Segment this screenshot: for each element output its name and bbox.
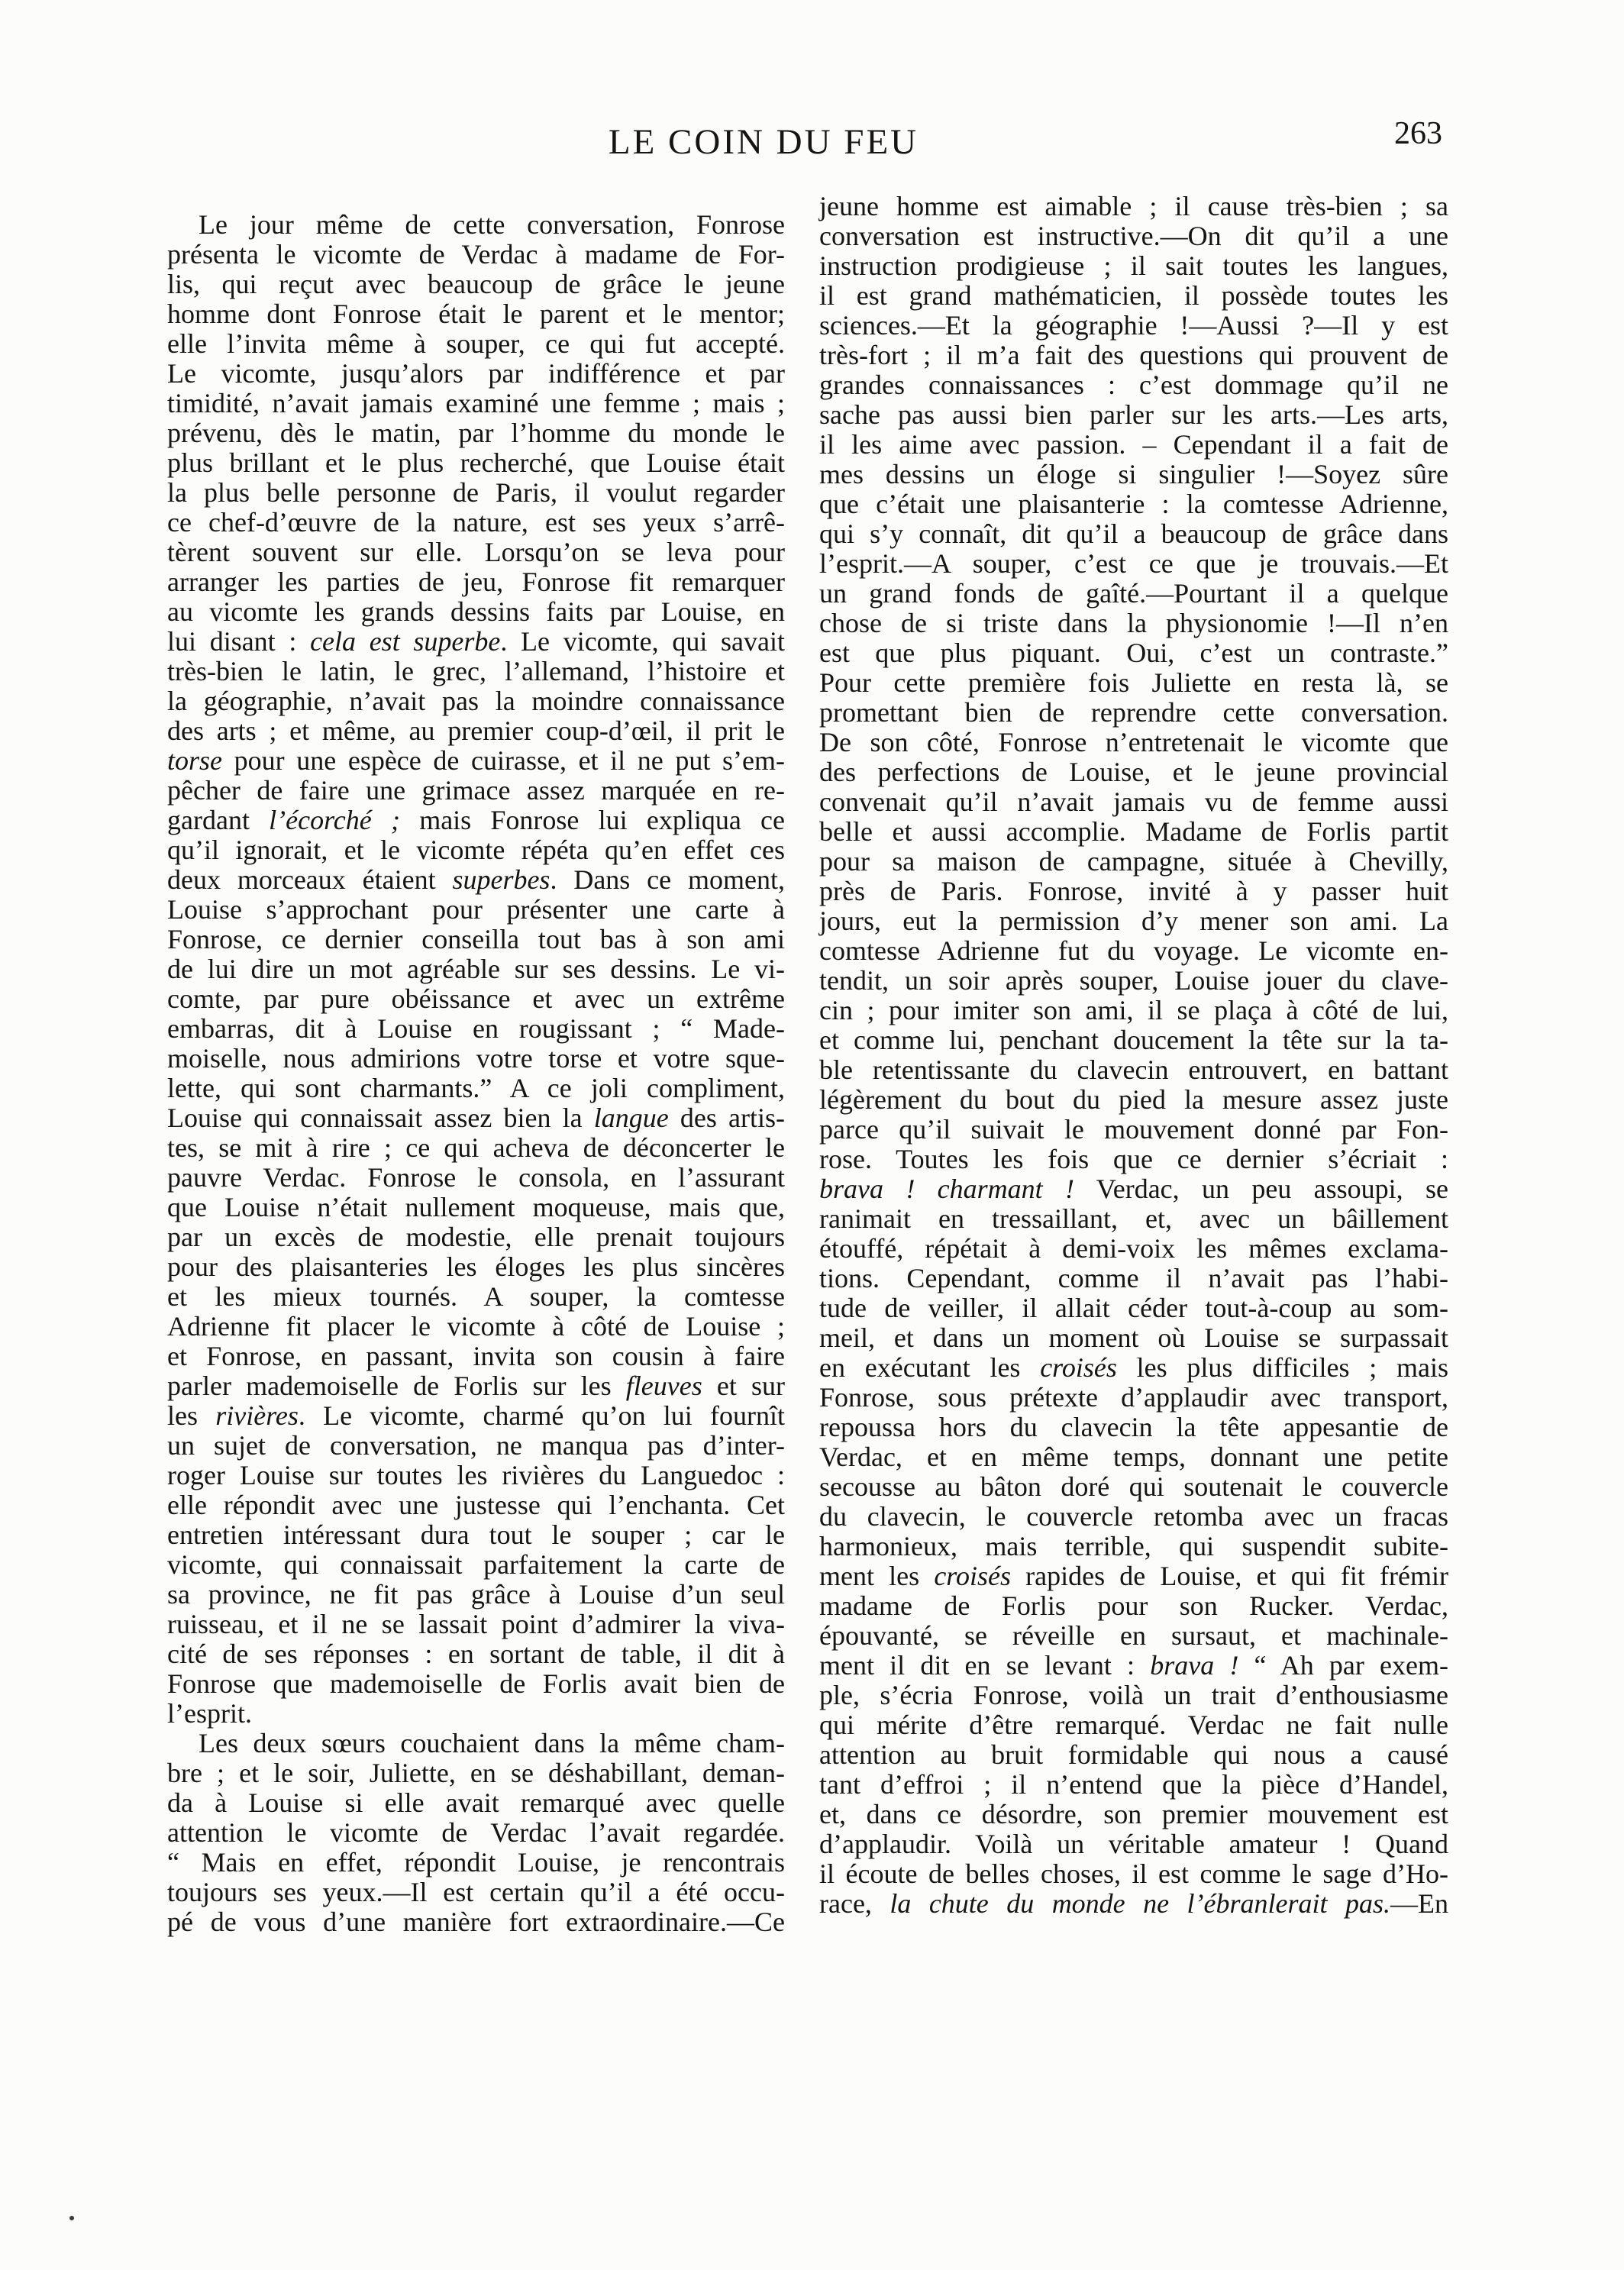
line-text: cité de ses réponses : en sortant de table, il dit à [167, 1639, 785, 1669]
line-text: Verdac, un peu assoupi, se [1074, 1174, 1449, 1204]
text-line [167, 984, 785, 1014]
line-text: jours, eut la permission d’y mener son ami. La [819, 906, 1448, 936]
line-text: Fonrose, ce dernier conseilla tout bas à son ami [167, 924, 785, 954]
italic-text: brava ! charmant ! [819, 1174, 1075, 1204]
text-line [819, 281, 1448, 311]
line-text: Louise s’approchant pour présenter une carte à [167, 894, 785, 925]
line-text: pour des plaisanteries les éloges les plus sincères [167, 1251, 785, 1282]
line-text: arranger les parties de jeu, Fonrose fit remarquer [167, 567, 785, 597]
text-line [819, 1085, 1448, 1115]
line-text: attention au bruit formidable qui nous a causé [819, 1739, 1448, 1770]
text-line [819, 1651, 1448, 1681]
line-text: un sujet de conversation, ne manqua pas d’inter- [167, 1430, 785, 1461]
line-text: d’applaudir. Voilà un véritable amateur ! Quand [819, 1829, 1448, 1859]
line-text: homme dont Fonrose était le parent et le mentor; [167, 299, 785, 329]
line-text: pour sa maison de campagne, située à Chevilly, [819, 846, 1448, 877]
italic-text: croisés [934, 1561, 1011, 1591]
line-text: ple, s’écria Fonrose, voilà un trait d’enthousiasme [819, 1680, 1448, 1710]
text-line [167, 597, 785, 627]
text-line [819, 192, 1448, 221]
line-text: et, dans ce désordre, son premier mouvement est [819, 1799, 1448, 1829]
line-text: . Dans ce moment, [550, 864, 785, 895]
text-line [819, 1115, 1448, 1145]
line-text: instruction prodigieuse ; il sait toutes les langues, [819, 250, 1448, 281]
text-line [167, 1639, 785, 1669]
line-text: . Le vicomte, qui savait [500, 626, 785, 657]
line-text: ranimait en tressaillant, et, avec un bâillement [819, 1203, 1448, 1234]
text-line [167, 240, 785, 270]
line-text: deux morceaux étaient [167, 864, 453, 895]
line-text: vicomte, qui connaissait parfaitement la carte de [167, 1549, 785, 1580]
line-text: tant d’effroi ; il n’entend que la pièce d’Handel, [819, 1769, 1448, 1800]
scan-speck [69, 2216, 74, 2220]
line-text: ment il dit en se levant : [819, 1650, 1151, 1681]
text-line [167, 359, 785, 389]
text-line [819, 1234, 1448, 1264]
line-text: embarras, dit à Louise en rougissant ; “ Made- [167, 1013, 785, 1044]
line-text: parler mademoiselle de Forlis sur les [167, 1371, 626, 1401]
line-text: de lui dire un mot agréable sur ses dessins. Le vi- [167, 954, 785, 984]
line-text: Fonrose, sous prétexte d’applaudir avec transport, [819, 1382, 1448, 1413]
text-line [819, 489, 1448, 519]
line-text: étouffé, répétait à demi-voix les mêmes exclama- [819, 1233, 1448, 1264]
line-text: prévenu, dès le matin, par l’homme du monde le [167, 418, 785, 448]
text-line [819, 579, 1448, 609]
line-text: la plus belle personne de Paris, il voulut regarder [167, 477, 785, 508]
text-line [167, 1490, 785, 1520]
text-line [167, 716, 785, 746]
line-text: secousse au bâton doré qui soutenait le couvercle [819, 1471, 1448, 1502]
text-line [167, 299, 785, 329]
text-line [819, 1829, 1448, 1859]
text-line [819, 311, 1448, 341]
running-head: LE COIN DU FEU [608, 122, 919, 162]
text-line [167, 1401, 785, 1431]
text-line [819, 1472, 1448, 1502]
text-line [167, 1788, 785, 1818]
line-text: et les mieux tournés. A souper, la comtesse [167, 1281, 785, 1312]
line-text: elle répondit avec une justesse qui l’enchanta. Cet [167, 1490, 785, 1520]
line-text: madame de Forlis pour son Rucker. Verdac, [819, 1590, 1448, 1621]
text-line [167, 418, 785, 448]
line-text: sa province, ne fit pas grâce à Louise d’un seul [167, 1579, 785, 1610]
line-text: harmonieux, mais terrible, qui suspendit subite- [819, 1531, 1448, 1561]
line-text: du clavecin, le couvercle retomba avec un fracas [819, 1501, 1448, 1532]
text-line [167, 776, 785, 806]
text-line [819, 609, 1448, 638]
italic-text: superbes [452, 864, 550, 895]
line-text: l’esprit. [167, 1698, 252, 1729]
line-text: lette, qui sont charmants.” A ce joli compliment, [167, 1073, 785, 1103]
line-text: tèrent souvent sur elle. Lorsqu’on se leva pour [167, 537, 785, 567]
text-line [819, 996, 1448, 1025]
line-text: timidité, n’avait jamais examiné une femme ; mais ; [167, 388, 785, 418]
line-text: légèrement du bout du pied la mesure assez juste [819, 1084, 1448, 1115]
line-text: Verdac, et en même temps, donnant une petite [819, 1442, 1448, 1472]
text-line [819, 1264, 1448, 1293]
left-column [167, 210, 785, 1937]
text-line [167, 1193, 785, 1222]
text-line [167, 1371, 785, 1401]
text-line [167, 508, 785, 538]
line-text: des arts ; et même, au premier coup-d’œil, il prit le [167, 715, 785, 746]
text-line [167, 1282, 785, 1312]
line-text: près de Paris. Fonrose, invité à y passer huit [819, 876, 1448, 906]
italic-text: torse [167, 745, 222, 776]
text-line [819, 698, 1448, 728]
line-text: pé de vous d’une manière fort extraordinaire.—Ce [167, 1907, 785, 1937]
line-text: que c’était une plaisanterie : la comtesse Adrienne, [819, 489, 1448, 519]
line-text: jeune homme est aimable ; il cause très-bien ; sa [819, 191, 1448, 221]
line-text: rapides de Louise, et qui fit frémir [1010, 1561, 1448, 1591]
line-text: les plus difficiles ; mais [1116, 1352, 1449, 1383]
text-line [819, 1413, 1448, 1442]
text-line [167, 1014, 785, 1044]
line-text: tude de veiller, il allait céder tout-à-coup au som- [819, 1293, 1448, 1323]
line-text: et Fonrose, en passant, invita son cousin à faire [167, 1341, 785, 1371]
line-text: des artis- [668, 1103, 785, 1133]
text-line [167, 1312, 785, 1342]
text-line [819, 1293, 1448, 1323]
line-text: De son côté, Fonrose n’entretenait le vicomte que [819, 727, 1448, 757]
line-text: mais Fonrose lui expliqua ce [399, 805, 785, 835]
line-text: Fonrose que mademoiselle de Forlis avait bien de [167, 1668, 785, 1699]
text-line [819, 251, 1448, 281]
text-line [819, 1025, 1448, 1055]
text-line [167, 389, 785, 418]
text-line [819, 877, 1448, 906]
line-text: entretien intéressant dura tout le souper ; car le [167, 1519, 785, 1550]
line-text: un grand fonds de gaîté.—Pourtant il a quelque [819, 578, 1448, 609]
text-line [819, 1740, 1448, 1770]
line-text: chose de si triste dans la physionomie !—Il n’en [819, 608, 1448, 638]
text-line [167, 954, 785, 984]
line-text: Adrienne fit placer le vicomte à côté de Louise ; [167, 1311, 785, 1342]
italic-text: la chute du monde ne l’ébranlerait pas. [889, 1888, 1390, 1919]
text-line [819, 906, 1448, 936]
line-text: les [167, 1400, 216, 1431]
line-text: Pour cette première fois Juliette en resta là, se [819, 667, 1448, 698]
text-line [167, 1669, 785, 1699]
line-text: tes, se mit à rire ; ce qui acheva de déconcerter le [167, 1132, 785, 1163]
line-text: épouvanté, se réveille en sursaut, et machinale- [819, 1620, 1448, 1651]
italic-text: l’écorché ; [269, 805, 400, 835]
paragraph [819, 192, 1448, 1919]
text-line [819, 1055, 1448, 1085]
text-line [819, 1681, 1448, 1710]
line-text: race, [819, 1888, 890, 1919]
text-line [167, 1074, 785, 1103]
line-text: . Le vicomte, charmé qu’on lui fournît [298, 1400, 785, 1431]
line-text: meil, et dans un moment où Louise se surpassait [819, 1322, 1448, 1353]
text-line [819, 1889, 1448, 1919]
text-line [819, 1204, 1448, 1234]
line-text: ble retentissante du clavecin entrouvert, en battant [819, 1054, 1448, 1085]
text-line [167, 329, 785, 359]
text-line [167, 1252, 785, 1282]
line-text: belle et aussi accomplie. Madame de Forlis partit [819, 816, 1448, 847]
text-line [167, 925, 785, 954]
line-text: “ Mais en effet, répondit Louise, je rencontrais [167, 1847, 785, 1878]
text-line [167, 538, 785, 567]
line-text: que Louise n’était nullement moqueuse, mais que, [167, 1192, 785, 1222]
line-text: sache pas aussi bien parler sur les arts.—Les arts, [819, 399, 1448, 430]
text-line [819, 787, 1448, 817]
line-text: pour une espèce de cuirasse, et il ne put s’em- [222, 745, 785, 776]
text-line [819, 1532, 1448, 1561]
line-text: Le vicomte, jusqu’alors par indifférence et par [167, 358, 785, 389]
line-text: qu’il ignorait, et le vicomte répéta qu’en effet ces [167, 835, 785, 865]
italic-text: langue [593, 1103, 669, 1133]
text-line [167, 1610, 785, 1639]
text-line [819, 400, 1448, 430]
line-text: toujours ses yeux.—Il est certain qu’il a été occu- [167, 1877, 785, 1907]
text-line [819, 1710, 1448, 1740]
line-text: l’esprit.—A souper, c’est ce que je trouvais.—Et [819, 548, 1448, 579]
text-line [819, 728, 1448, 757]
line-text: plus brillant et le plus recherché, que Louise était [167, 447, 785, 478]
text-line [819, 1353, 1448, 1383]
line-text: ment les [819, 1561, 935, 1591]
text-line [167, 1431, 785, 1461]
text-line [167, 895, 785, 925]
page-number: 263 [1394, 116, 1442, 151]
text-line [167, 1699, 785, 1729]
text-line [167, 865, 785, 895]
italic-text: rivières [215, 1400, 299, 1431]
text-line [167, 1222, 785, 1252]
text-line [167, 478, 785, 508]
line-text: roger Louise sur toutes les rivières du Languedoc : [167, 1460, 785, 1490]
text-line [819, 1323, 1448, 1353]
text-line [167, 1133, 785, 1163]
text-line [819, 1174, 1448, 1204]
text-line [167, 1520, 785, 1550]
text-line [819, 221, 1448, 251]
line-text: il les aime avec passion. – Cependant il a fait de [819, 429, 1448, 460]
line-text: la géographie, n’avait pas la moindre connaissance [167, 686, 785, 716]
text-line [167, 627, 785, 657]
line-text: repoussa hors du clavecin la tête appesantie de [819, 1412, 1448, 1442]
text-line [167, 1848, 785, 1878]
text-line [167, 210, 785, 240]
line-text: parce qu’il suivait le mouvement donné par Fon- [819, 1114, 1448, 1145]
text-line [167, 1044, 785, 1074]
text-line [167, 1163, 785, 1193]
line-text: bre ; et le soir, Juliette, en se déshabillant, deman- [167, 1758, 785, 1788]
text-line [167, 567, 785, 597]
text-line [819, 1770, 1448, 1800]
line-text: très-bien le latin, le grec, l’allemand, l’histoire et [167, 656, 785, 686]
text-line [167, 686, 785, 716]
line-text: gardant [167, 805, 270, 835]
text-line [167, 835, 785, 865]
text-line [819, 668, 1448, 698]
text-line [167, 657, 785, 686]
italic-text: croisés [1040, 1352, 1117, 1383]
text-line [819, 757, 1448, 787]
line-text: pêcher de faire une grimace assez marquée en re- [167, 775, 785, 806]
line-text: elle l’invita même à souper, ce qui fut accepté. [167, 328, 785, 359]
line-text: rose. Toutes les fois que ce dernier s’écriait : [819, 1144, 1448, 1174]
text-line [819, 1145, 1448, 1174]
text-line [167, 1103, 785, 1133]
line-text: convenait qu’il n’avait jamais vu de femme aussi [819, 786, 1448, 817]
line-text: est que plus piquant. Oui, c’est un contraste.” [819, 638, 1448, 668]
line-text: grandes connaissances : c’est dommage qu’il ne [819, 370, 1448, 400]
text-line [819, 341, 1448, 370]
italic-text: cela est superbe [310, 626, 501, 657]
line-text: comtesse Adrienne fut du voyage. Le vicomte en- [819, 935, 1448, 966]
line-text: da à Louise si elle avait remarqué avec quelle [167, 1787, 785, 1818]
text-line [819, 817, 1448, 847]
line-text: moiselle, nous admirions votre torse et votre sque- [167, 1043, 785, 1074]
line-text: il écoute de belles choses, il est comme le sage d’Ho- [819, 1858, 1448, 1889]
text-line [819, 430, 1448, 460]
line-text: “ Ah par exem- [1238, 1650, 1449, 1681]
line-text: et comme lui, penchant doucement la tête sur la ta- [819, 1025, 1448, 1055]
text-line [167, 270, 785, 299]
line-text: ce chef-d’œuvre de la nature, est ses yeux s’arrê- [167, 507, 785, 538]
text-line [167, 746, 785, 776]
text-line [167, 448, 785, 478]
line-text: conversation est instructive.—On dit qu’il a une [819, 221, 1448, 251]
line-text: Le jour même de cette conversation, Fonrose [199, 209, 785, 240]
text-line [167, 806, 785, 835]
line-text: et sur [702, 1371, 785, 1401]
paragraph [167, 210, 785, 1729]
line-text: cin ; pour imiter son ami, il se plaça à côté de lui, [819, 995, 1448, 1025]
text-line [167, 1550, 785, 1580]
text-line [819, 549, 1448, 579]
text-line [819, 1383, 1448, 1413]
line-text: lui disant : [167, 626, 311, 657]
text-line [819, 460, 1448, 489]
text-line [167, 1907, 785, 1937]
line-text: en exécutant les [819, 1352, 1041, 1383]
text-line [819, 1502, 1448, 1532]
line-text: par un excès de modestie, elle prenait toujours [167, 1222, 785, 1252]
text-line [819, 1561, 1448, 1591]
line-text: des perfections de Louise, et le jeune provincial [819, 757, 1448, 787]
text-line [819, 1442, 1448, 1472]
paragraph [167, 1729, 785, 1937]
line-text: Les deux sœurs couchaient dans la même cham- [199, 1728, 785, 1758]
text-line [167, 1580, 785, 1610]
text-line [167, 1878, 785, 1907]
text-line [819, 1859, 1448, 1889]
line-text: pauvre Verdac. Fonrose le consola, en l’assurant [167, 1162, 785, 1193]
line-text: lis, qui reçut avec beaucoup de grâce le jeune [167, 269, 785, 299]
text-line [819, 847, 1448, 877]
text-line [819, 1591, 1448, 1621]
line-text: au vicomte les grands dessins faits par Louise, en [167, 596, 785, 627]
text-line [819, 1621, 1448, 1651]
text-line [167, 1758, 785, 1788]
line-text: qui s’y connaît, dit qu’il a beaucoup de grâce dans [819, 518, 1448, 549]
text-line [167, 1342, 785, 1371]
text-line [167, 1729, 785, 1758]
text-line [819, 519, 1448, 549]
line-text: mes dessins un éloge si singulier !—Soyez sûre [819, 459, 1448, 489]
line-text: tions. Cependant, comme il n’avait pas l’habi- [819, 1263, 1448, 1293]
italic-text: fleuves [625, 1371, 702, 1401]
text-line [819, 966, 1448, 996]
line-text: promettant bien de reprendre cette conversation. [819, 697, 1448, 728]
line-text: sciences.—Et la géographie !—Aussi ?—Il y est [819, 310, 1448, 341]
line-text: il est grand mathématicien, il possède toutes les [819, 280, 1448, 311]
line-text: très-fort ; il m’a fait des questions qui prouvent de [819, 340, 1448, 370]
italic-text: brava ! [1150, 1650, 1239, 1681]
text-line [819, 370, 1448, 400]
line-text: —En [1390, 1888, 1448, 1919]
right-column [819, 192, 1448, 1919]
text-line [819, 1800, 1448, 1829]
line-text: comte, par pure obéissance et avec un extrême [167, 983, 785, 1014]
text-line [819, 638, 1448, 668]
text-line [167, 1818, 785, 1848]
line-text: tendit, un soir après souper, Louise jouer du clave- [819, 965, 1448, 996]
line-text: qui mérite d’être remarqué. Verdac ne fait nulle [819, 1710, 1448, 1740]
text-line [819, 936, 1448, 966]
line-text: ruisseau, et il ne se lassait point d’admirer la viva- [167, 1609, 785, 1639]
text-line [167, 1461, 785, 1490]
line-text: Louise qui connaissait assez bien la [167, 1103, 594, 1133]
line-text: attention le vicomte de Verdac l’avait regardée. [167, 1817, 785, 1848]
line-text: présenta le vicomte de Verdac à madame de For- [167, 239, 785, 270]
